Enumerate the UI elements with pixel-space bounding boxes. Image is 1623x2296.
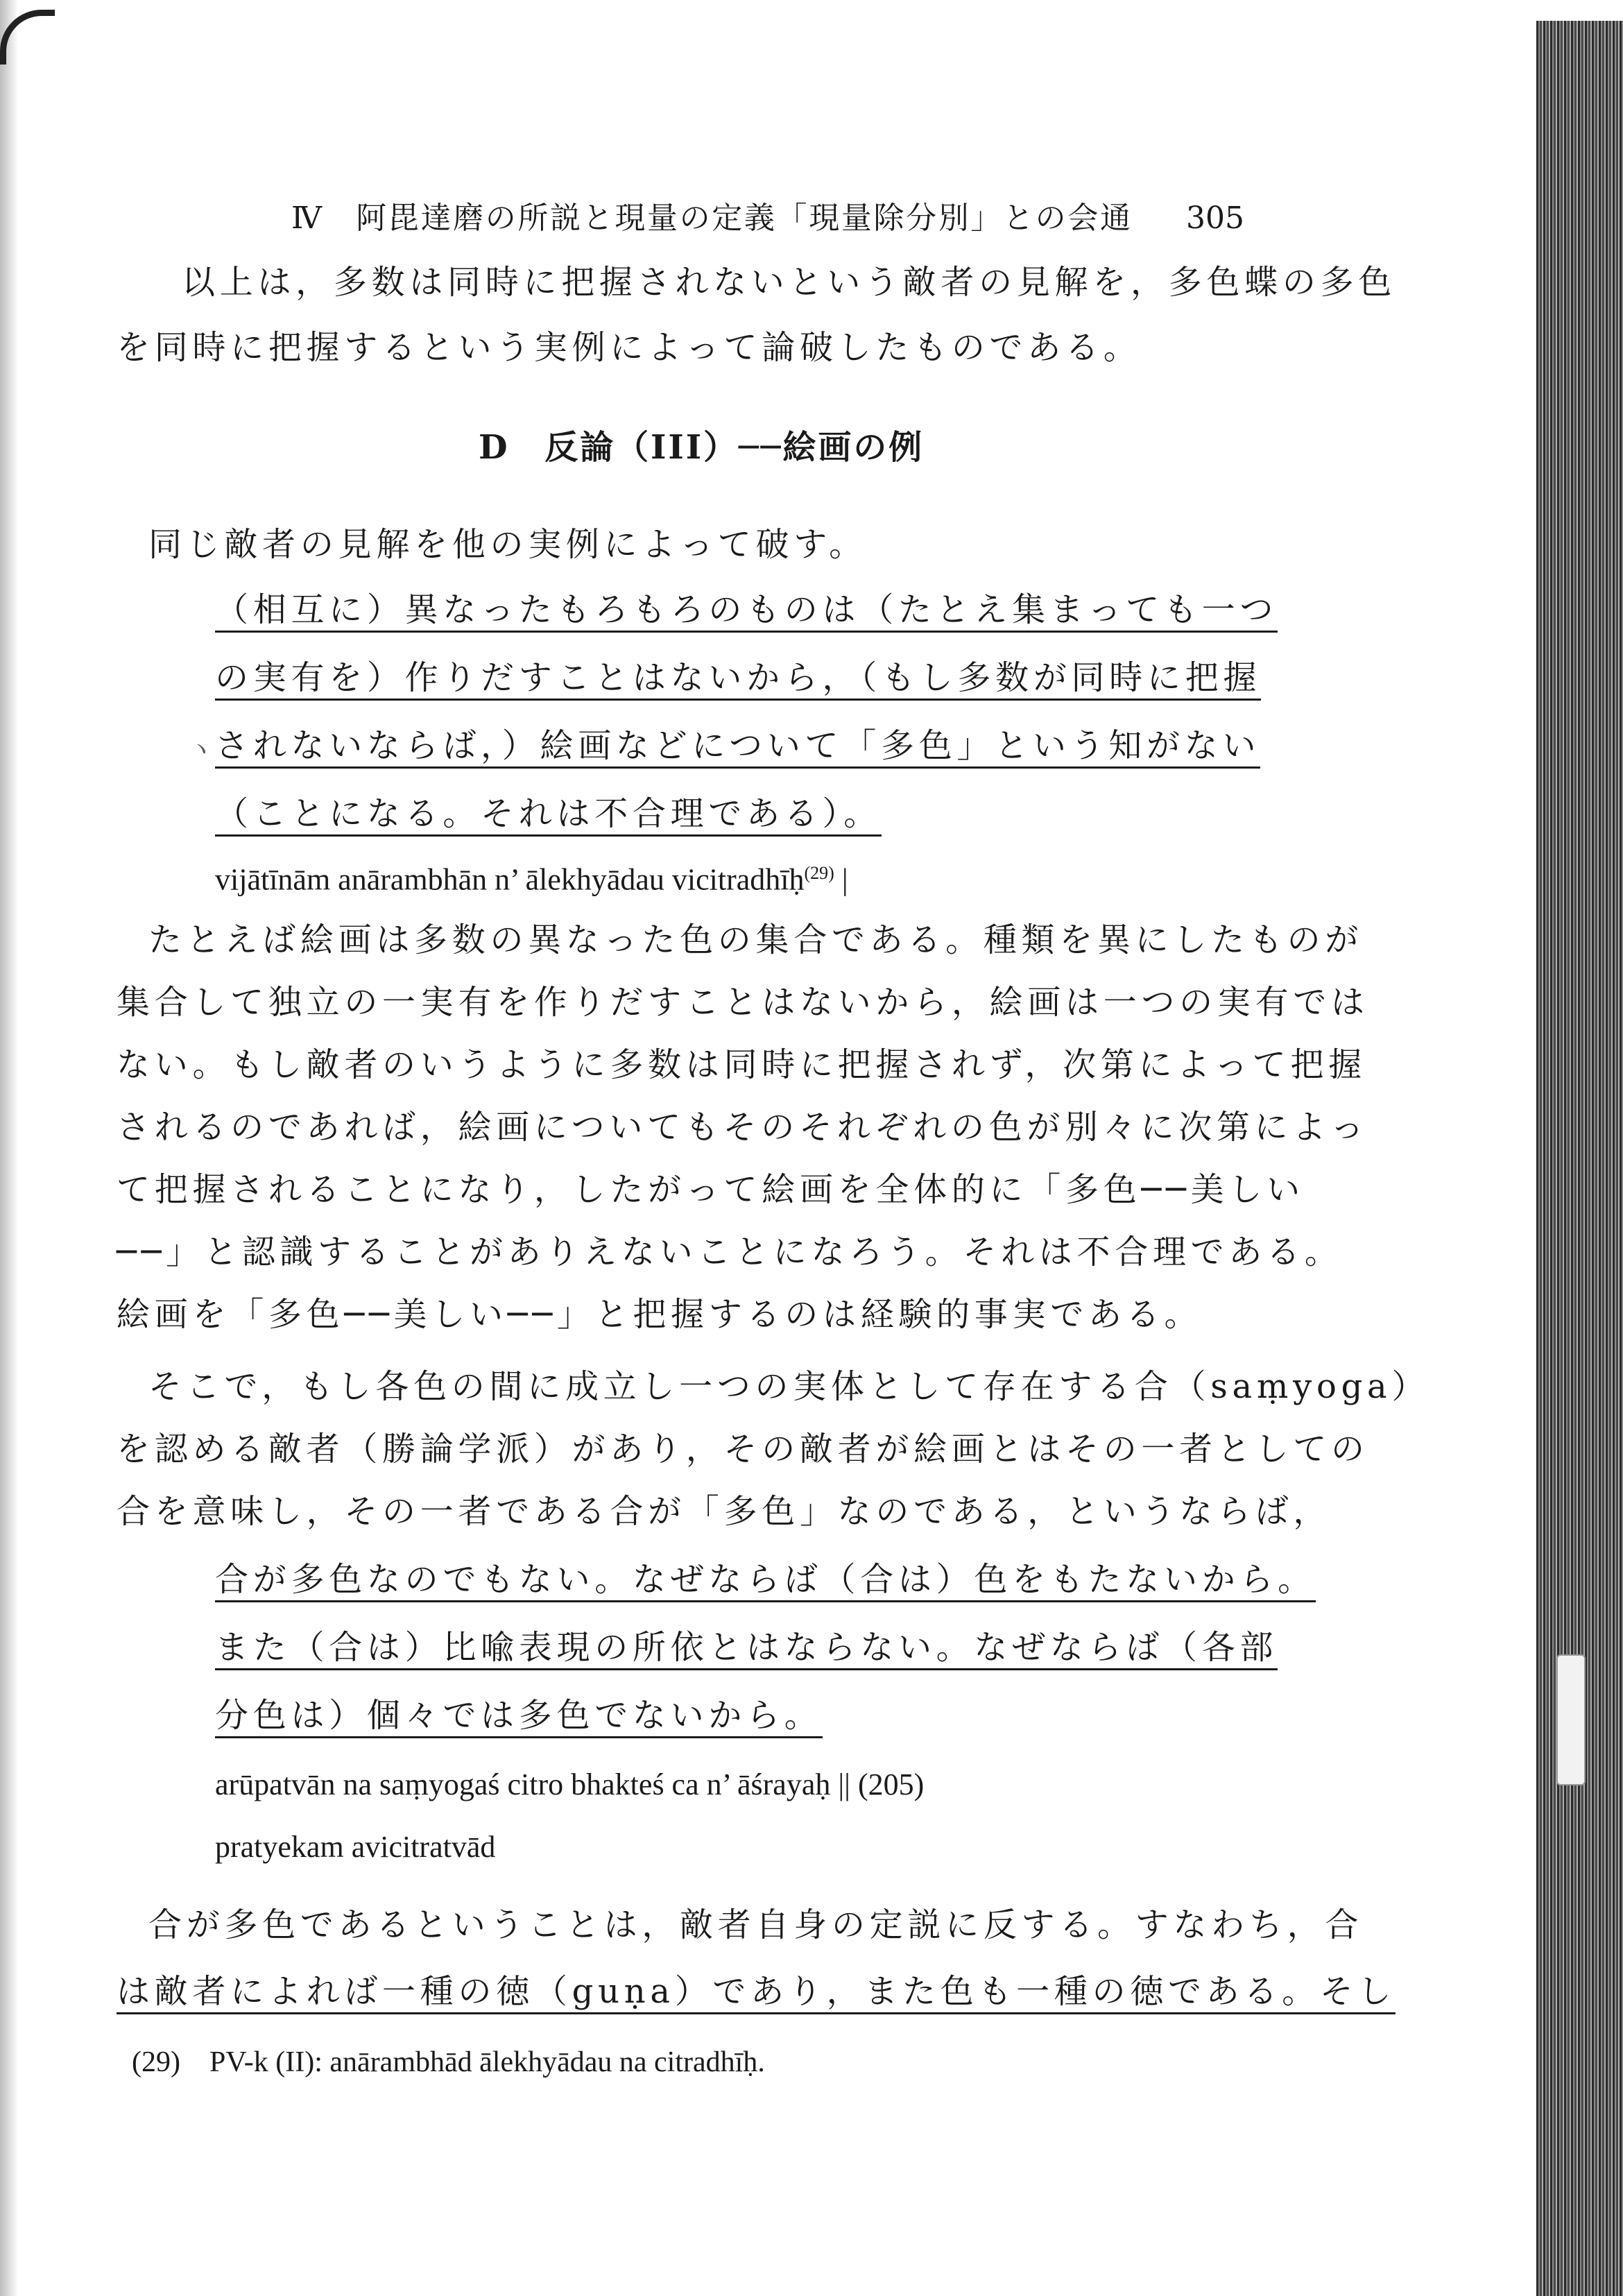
verse-2-line-2: [215, 1625, 1278, 1670]
verse-2-line-1-text: 合が多色なのでもない。なぜならば（合は）色をもたないから。: [215, 1560, 1316, 1602]
verse-1-line-2: [215, 655, 1261, 701]
sanskrit-verse-1-end: |: [834, 862, 848, 897]
book-page-stack: [1536, 21, 1623, 2296]
paragraph-3-line-6: ──」と認識することがありえないことになろう。それは不合理である。: [117, 1233, 1343, 1271]
paragraph-3-line-4: されるのであれば，絵画についてもそのそれぞれの色が別々に次第によっ: [117, 1108, 1368, 1147]
paragraph-1-line-2: を同時に把握するという実例によって論破したものである。: [117, 328, 1142, 367]
margin-tick-mark: ヽ: [189, 735, 214, 764]
running-header: Ⅳ 阿毘達磨の所説と現量の定義「現量除分別」との会通: [291, 200, 1133, 236]
verse-2-line-3: [215, 1693, 823, 1738]
paragraph-5-line-1: 合が多色であるということは，敵者自身の定説に反する。すなわち，合: [148, 1905, 1364, 1944]
sanskrit-verse-2-line-1: arūpatvān na saṃyogaś citro bhakteś ca n’ āśrayaḥ || (205): [215, 1767, 925, 1801]
scan-left-edge: [0, 0, 18, 2296]
paragraph-1-line-1: 以上は，多数は同時に把握されないという敵者の見解を，多色蝶の多色: [182, 263, 1397, 302]
paragraph-3-line-5: て把握されることになり，したがって絵画を全体的に「多色──美しい: [117, 1170, 1305, 1209]
paragraph-4-line-1: そこで，もし各色の間に成立し一つの実体として存在する合（saṃyoga）: [148, 1367, 1430, 1406]
footnote-ref-29: (29): [804, 863, 834, 883]
page-number: 305: [1186, 200, 1244, 236]
paragraph-3-line-1: たとえば絵画は多数の異なった色の集合である。種類を異にしたものが: [148, 920, 1364, 959]
verse-1-line-2-text: の実有を）作りだすことはないから，（もし多数が同時に把握: [215, 658, 1261, 701]
verse-1-line-3-text: されないならば，）絵画などについて「多色」という知がない: [215, 726, 1260, 769]
verse-1-line-3: [215, 723, 1260, 769]
verse-1-line-4-text: （ことになる。それは不合理である）。: [215, 794, 882, 837]
paragraph-4-line-2: を認める敵者（勝論学派）があり，その敵者が絵画とはその一者としての: [117, 1430, 1369, 1468]
paragraph-2: 同じ敵者の見解を他の実例によって破す。: [148, 525, 867, 564]
book-tab: [1556, 1654, 1586, 1785]
paragraph-3-line-3: ない。もし敵者のいうように多数は同時に把握されず，次第によって把握: [117, 1045, 1366, 1084]
verse-2-line-2-text: また（合は）比喩表現の所依とはならない。なぜならば（各部: [215, 1628, 1278, 1670]
verse-1-line-1: [215, 587, 1278, 633]
paragraph-5-line-2-underlined: は敵者によれば一種の徳（guṇa）であり，また色も一種の徳である。そし: [117, 1972, 1396, 2014]
section-heading: D 反論（III）──絵画の例: [479, 428, 924, 467]
paragraph-3-line-2: 集合して独立の一実有を作りだすことはないから，絵画は一つの実有では: [117, 983, 1369, 1022]
sanskrit-verse-1: [215, 850, 848, 903]
footnote-29: (29) PV-k (II): anārambhād ālekhyādau na citradhīḥ.: [132, 2046, 765, 2078]
verse-1-line-1-text: （相互に）異なったもろもろのものは（たとえ集まっても一つ: [215, 590, 1278, 633]
paragraph-5-line-2: [117, 1969, 1396, 2014]
paragraph-3-line-7: 絵画を「多色──美しい──」と把握するのは経験的事実である。: [117, 1295, 1203, 1334]
paragraph-4-line-3: 合を意味し，その一者である合が「多色」なのである，というならば，: [117, 1492, 1332, 1531]
verse-2-line-3-text: 分色は）個々では多色でないから。: [215, 1696, 823, 1738]
sanskrit-verse-1-text: vijātīnām anārambhān n’ ālekhyādau vicitradhīḥ: [215, 862, 805, 897]
verse-2-line-1: [215, 1557, 1316, 1602]
sanskrit-verse-2-line-2: pratyekam avicitratvād: [215, 1830, 496, 1864]
verse-1-line-4: [215, 791, 882, 837]
